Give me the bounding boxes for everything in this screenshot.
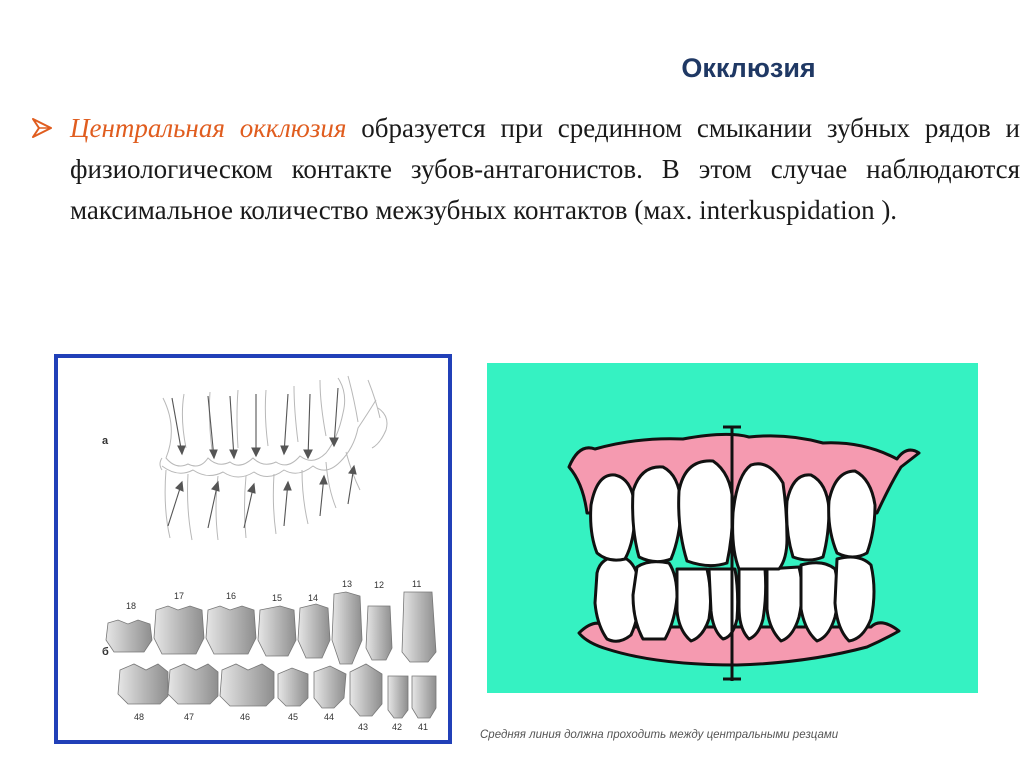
tooth-41 (412, 676, 436, 718)
tooth-11 (402, 592, 436, 662)
upper-tooth (733, 464, 787, 569)
tooth-number-43: 43 (358, 722, 369, 732)
tooth-18 (106, 620, 152, 652)
bullet-term: Центральная окклюзия (70, 113, 347, 143)
figure-caption: Средняя линия должна проходить между центральными резцами (480, 729, 839, 741)
teeth-sketch (160, 376, 387, 540)
tooth-47 (168, 664, 218, 704)
upper-tooth (787, 475, 829, 560)
bullet-point (30, 108, 1020, 231)
tooth-number-18: 18 (126, 601, 137, 611)
lower-tooth (633, 562, 677, 639)
tooth-48 (118, 664, 168, 704)
tooth-number-47: 47 (184, 712, 195, 722)
label-b: б (102, 646, 109, 658)
arrow-bullet-icon (30, 116, 54, 140)
tooth-number-11: 11 (412, 579, 422, 589)
upper-tooth (633, 467, 681, 562)
slide-title (0, 48, 1024, 85)
tooth-number-16: 16 (226, 591, 237, 601)
tooth-number-46: 46 (240, 712, 251, 722)
tooth-number-15: 15 (272, 593, 283, 603)
tooth-14 (298, 604, 330, 658)
lower-tooth-numbers (134, 712, 428, 732)
label-a: а (102, 435, 109, 447)
tooth-number-41: 41 (418, 722, 429, 732)
tooth-number-45: 45 (288, 712, 299, 722)
teeth-drawing (487, 363, 978, 693)
upper-crowns (106, 592, 436, 664)
tooth-number-42: 42 (392, 722, 403, 732)
teeth-illustration (487, 363, 978, 693)
tooth-45 (278, 668, 308, 706)
tooth-number-13: 13 (342, 579, 353, 589)
occlusion-diagram (58, 358, 448, 740)
occlusion-diagram-figure (54, 354, 452, 744)
slide-title-text: Окклюзия (681, 53, 816, 83)
tooth-44 (314, 666, 346, 708)
bullet-body: образуется при срединном смыкании зубных рядов и физиологическом контакте зубов-антагонистов. В этом случае наблюдаются максимальное количество межзубных контактов (мах. interkuspidation ). (70, 113, 1020, 225)
tooth-42 (388, 676, 408, 718)
tooth-16 (206, 606, 256, 654)
tooth-number-48: 48 (134, 712, 145, 722)
tooth-number-44: 44 (324, 712, 335, 722)
tooth-46 (220, 664, 274, 706)
bullet-text (70, 108, 1020, 231)
midline-illustration-figure (470, 358, 978, 748)
tooth-17 (154, 606, 204, 654)
lower-crowns (118, 664, 436, 718)
upper-tooth (829, 471, 875, 557)
lower-tooth (677, 569, 711, 641)
force-arrows (168, 388, 356, 528)
tooth-43 (350, 664, 382, 716)
tooth-number-12: 12 (374, 580, 385, 590)
tooth-number-17: 17 (174, 591, 185, 601)
tooth-15 (258, 606, 296, 656)
upper-tooth (679, 461, 733, 566)
tooth-number-14: 14 (308, 593, 319, 603)
tooth-12 (366, 606, 392, 660)
tooth-13 (332, 592, 362, 664)
upper-tooth (591, 475, 635, 560)
